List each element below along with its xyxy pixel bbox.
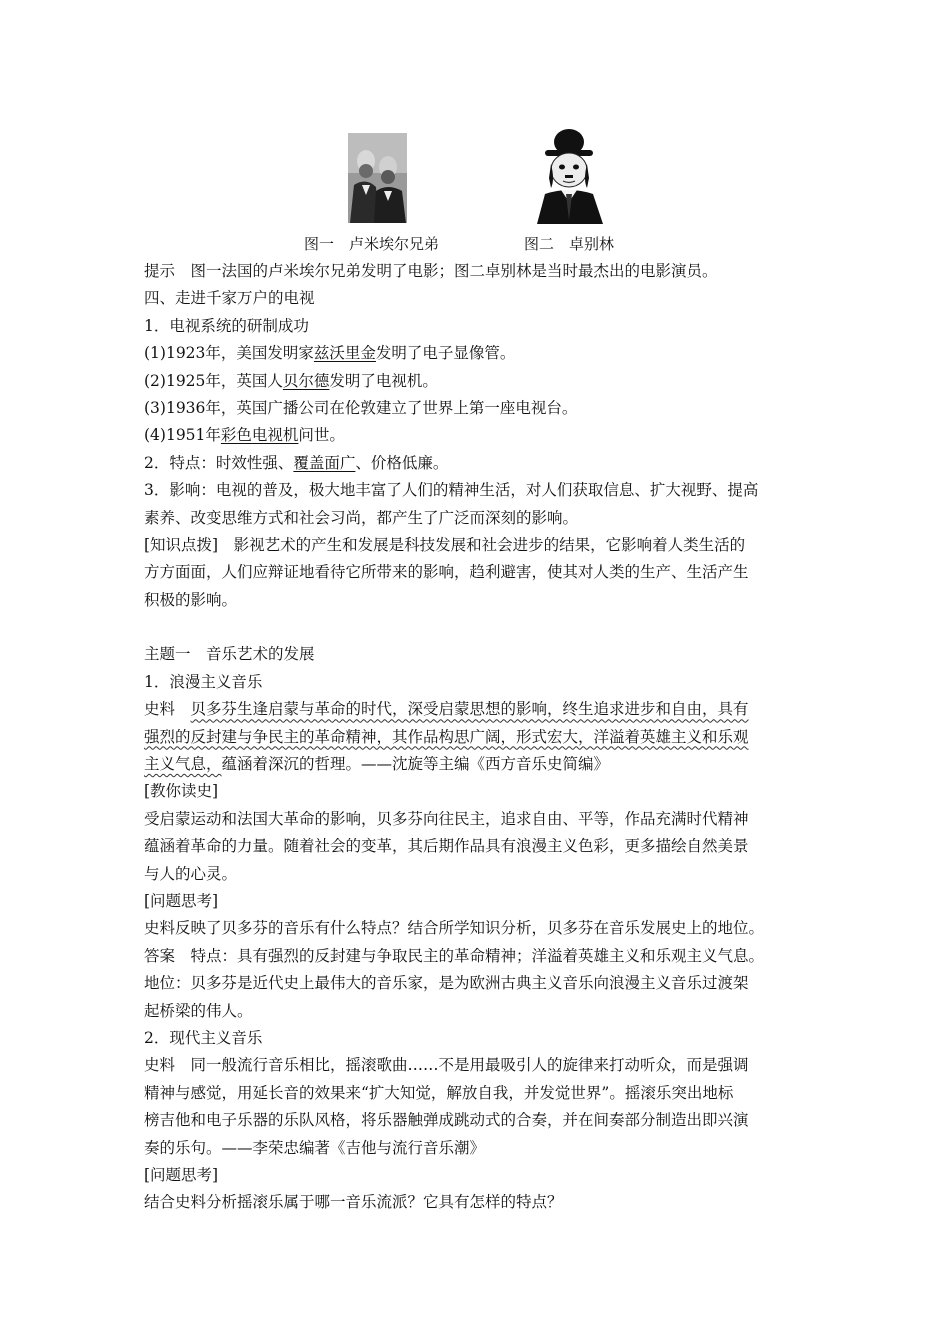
figure-2-caption: 图二 卓别林 xyxy=(524,235,615,253)
wavy-underline: 贝多芬生逢启蒙与革命的时代，深受启蒙思想的影响，终生追求进步和自由，具有 xyxy=(190,700,749,719)
knowledge-tip-line-1: [知识点拨] 影视艺术的产生和发展是科技发展和社会进步的结果，它影响着人类生活的 xyxy=(144,535,746,554)
question-1: 史料反映了贝多芬的音乐有什么特点？结合所学知识分析，贝多芬在音乐发展史上的地位。 xyxy=(144,919,765,938)
list-item-1923: (1)1923年，美国发明家兹沃里金发明了电子显像管。 xyxy=(144,344,516,363)
source-2-line-1: 史料 同一般流行音乐相比，摇滚歌曲……不是用最吸引人的旋律来打动听众，而是强调 xyxy=(144,1056,749,1075)
source-2-line-3: 榜吉他和电子乐器的乐队风格，将乐器触弹成跳动式的合奏，并在间奏部分制造出即兴演 xyxy=(144,1111,749,1130)
underlined-term: 兹沃里金 xyxy=(313,344,376,363)
teach-reading-line-1: 受启蒙运动和法国大革命的影响，贝多芬向往民主，追求自由、平等，作品充满时代精神 xyxy=(144,809,749,828)
teach-reading-line-2: 蕴涵着革命的力量。随着社会的变革，其后期作品具有浪漫主义色彩，更多描绘自然美景 xyxy=(144,837,749,856)
source-1-line-2 xyxy=(144,724,809,751)
list-item-1936: (3)1936年，英国广播公司在伦敦建立了世界上第一座电视台。 xyxy=(144,398,578,417)
figure-1-caption: 图一 卢米埃尔兄弟 xyxy=(304,235,440,253)
body-text xyxy=(144,258,809,1217)
underlined-term: 彩色电视机 xyxy=(220,426,299,445)
impact-line-1: 3．影响：电视的普及，极大地丰富了人们的精神生活，对人们获取信息、扩大视野、提高 xyxy=(144,481,759,500)
underlined-term: 覆盖面广 xyxy=(293,453,356,472)
source-1-line-1: 史料 贝多芬生逢启蒙与革命的时代，深受启蒙思想的影响，终生追求进步和自由，具有 xyxy=(144,700,749,719)
source-2-line-4: 奏的乐句。——李荣忠编著《吉他与流行音乐潮》 xyxy=(144,1138,486,1157)
knowledge-tip-line-2: 方方面面，人们应辩证地看待它所带来的影响，趋利避害，使其对人类的生产、生活产生 xyxy=(144,563,749,582)
subheading-romantic-music: 1．浪漫主义音乐 xyxy=(144,672,263,691)
hint-line: 提示 图一法国的卢米埃尔兄弟发明了电影；图二卓别林是当时最杰出的电影演员。 xyxy=(144,262,718,280)
lumiere-brothers-photo xyxy=(348,133,407,223)
question-label-1: [问题思考] xyxy=(144,891,219,910)
answer-line-2: 地位：贝多芬是近代史上最伟大的音乐家，是为欧洲古典主义音乐向浪漫主义音乐过渡架 xyxy=(144,974,749,993)
theme-1-title: 主题一 音乐艺术的发展 xyxy=(144,645,315,664)
teach-reading-label: [教你读史] xyxy=(144,782,219,801)
teach-reading-line-3: 与人的心灵。 xyxy=(144,864,238,883)
section-4-title: 四、走进千家万户的电视 xyxy=(144,289,315,308)
figure-row xyxy=(144,128,809,256)
list-item-1951: (4)1951年彩色电视机问世。 xyxy=(144,426,345,445)
source-2-line-2: 精神与感觉，用延长音的效果来“扩大知觉，解放自我，并发觉世界”。摇滚乐突出地标 xyxy=(144,1083,734,1102)
list-item-1925: (2)1925年，英国人贝尔德发明了电视机。 xyxy=(144,371,438,390)
answer-line-3: 起桥梁的伟人。 xyxy=(144,1001,253,1020)
chaplin-photo xyxy=(531,128,607,224)
answer-line-1: 答案 特点：具有强烈的反封建与争取民主的革命精神；洋溢着英雄主义和乐观主义气息。 xyxy=(144,946,765,965)
question-label-2: [问题思考] xyxy=(144,1165,219,1184)
subheading-tv-development: 1．电视系统的研制成功 xyxy=(144,316,309,335)
subheading-features: 2．特点：时效性强、覆盖面广、价格低廉。 xyxy=(144,453,449,472)
source-1-line-3: 主义气息，蕴涵着深沉的哲理。——沈旋等主编《西方音乐史简编》 xyxy=(144,755,610,774)
impact-line-2: 素养、改变思维方式和社会习尚，都产生了广泛而深刻的影响。 xyxy=(144,508,579,527)
knowledge-tip-line-3: 积极的影响。 xyxy=(144,590,238,609)
underlined-term: 贝尔德 xyxy=(282,371,330,390)
question-2: 结合史料分析摇滚乐属于哪一音乐流派？它具有怎样的特点？ xyxy=(144,1193,563,1212)
spacer xyxy=(144,614,809,641)
wavy-underline: 强烈的反封建与争民主的革命精神，其作品构思广阔，形式宏大，洋溢着英雄主义和乐观 xyxy=(144,727,749,746)
subheading-modern-music: 2．现代主义音乐 xyxy=(144,1028,263,1047)
wavy-underline: 主义气息， xyxy=(144,755,222,774)
